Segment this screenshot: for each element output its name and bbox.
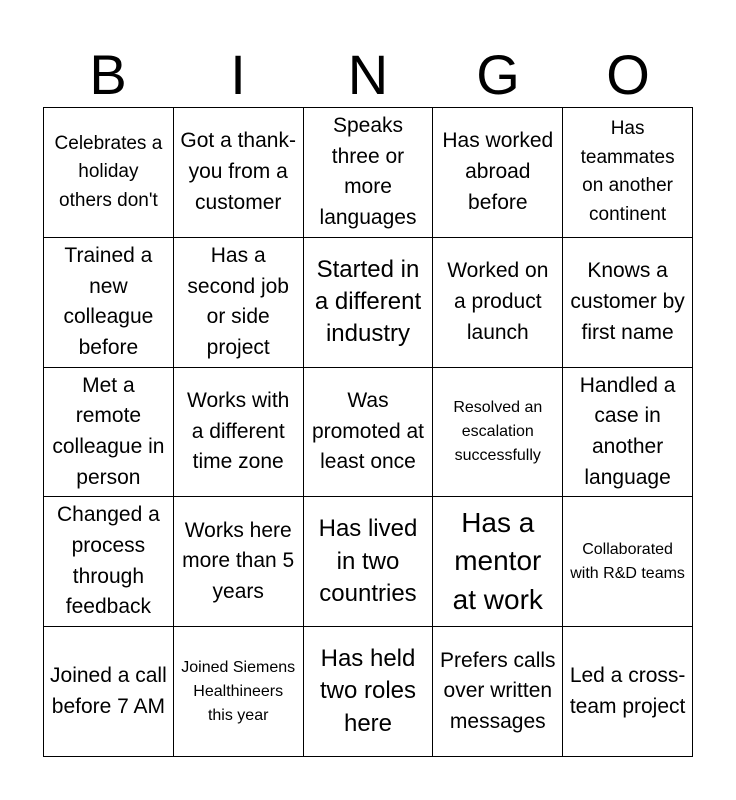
bingo-cell[interactable]: Changed a process through feedback [44,497,174,627]
header-letter-b: B [89,43,127,106]
header-letter-o: O [606,43,650,106]
bingo-cell[interactable]: Has lived in two countries [304,497,434,627]
bingo-header [43,42,693,108]
bingo-cell[interactable]: Led a cross-team project [563,627,693,757]
bingo-cell[interactable]: Trained a new colleague before [44,238,174,368]
bingo-cell[interactable]: Works with a different time zone [174,368,304,498]
bingo-cell[interactable]: Has a second job or side project [174,238,304,368]
bingo-cell[interactable]: Has worked abroad before [433,108,563,238]
bingo-board [43,107,693,757]
bingo-cell[interactable]: Was promoted at least once [304,368,434,498]
bingo-cell[interactable]: Speaks three or more languages [304,108,434,238]
bingo-cell[interactable]: Works here more than 5 years [174,497,304,627]
bingo-cell[interactable]: Resolved an escalation successfully [433,368,563,498]
bingo-cell[interactable]: Met a remote colleague in person [44,368,174,498]
header-letter-g: G [476,43,520,106]
bingo-cell[interactable]: Has held two roles here [304,627,434,757]
bingo-cell[interactable]: Celebrates a holiday others don't [44,108,174,238]
bingo-cell[interactable]: Collaborated with R&D teams [563,497,693,627]
bingo-cell[interactable]: Started in a different industry [304,238,434,368]
header-letter-n: N [347,43,389,106]
header-letter-i: I [230,43,246,106]
bingo-cell[interactable]: Worked on a product launch [433,238,563,368]
bingo-cell[interactable]: Got a thank-you from a customer [174,108,304,238]
bingo-cell[interactable]: Joined Siemens Healthineers this year [174,627,304,757]
bingo-cell[interactable]: Has teammates on another continent [563,108,693,238]
bingo-cell[interactable]: Has a mentor at work [433,497,563,627]
bingo-cell[interactable]: Handled a case in another language [563,368,693,498]
bingo-cell[interactable]: Prefers calls over written messages [433,627,563,757]
bingo-cell[interactable]: Knows a customer by first name [563,238,693,368]
bingo-cell[interactable]: Joined a call before 7 AM [44,627,174,757]
